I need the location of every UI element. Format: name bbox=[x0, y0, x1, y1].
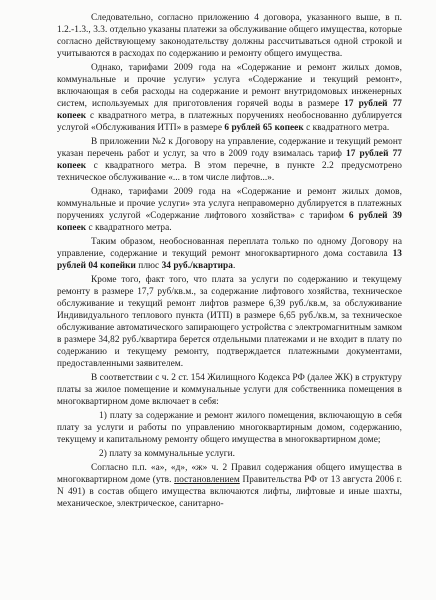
bold-amount: 6 рублей 65 копеек bbox=[224, 123, 304, 133]
bold-amount: 34 руб./квартира bbox=[161, 261, 233, 271]
bold-amount: 17 рублей 77 копеек bbox=[57, 99, 402, 121]
paragraph-text: В соответствии с ч. 2 ст. 154 Жилищного Кодекса РФ (далее ЖК) в структуру платы за жилое помещение и коммунальные услуги для собственника помещения в многоквартирном доме включает в себя: bbox=[57, 373, 402, 407]
paragraph-text: Таким образом, необоснованная переплата только по одному Договору на управление, содержание и текущий ремонт многоквартирного дома составила bbox=[57, 237, 402, 259]
paragraph-text: с квадратного метра, в платежных поручениях необоснованно дублируется услугой «Обслуживания ИТП» в размере bbox=[57, 111, 402, 133]
paragraph-9 bbox=[57, 448, 402, 460]
paragraph-text: . bbox=[232, 261, 236, 271]
paragraph-text: Согласно п.п. «а», «д», «ж» ч. 2 Правил содержания общего имущества в многоквартирном доме (утв. bbox=[57, 463, 402, 485]
paragraph-text: 1) плату за содержание и ремонт жилого помещения, включающую в себя плату за услуги и работы по управлению многоквартирным домом, содержанию, текущему и капитальному ремонту общего имущества в многоквартирном доме; bbox=[57, 411, 402, 445]
bold-amount: 13 рублей 04 копейки bbox=[57, 249, 402, 271]
bold-amount: 17 рублей 77 копеек bbox=[57, 149, 402, 171]
paragraph-5 bbox=[57, 236, 402, 272]
paragraph-7 bbox=[57, 372, 402, 408]
paragraph-8 bbox=[57, 410, 402, 446]
paragraph-text: Правительства РФ от 13 августа 2006 г. N 491) в состав общего имущества включаются лифты, лифтовые и иные шахты, механическое, электрическое, санитарно- bbox=[57, 475, 402, 509]
paragraph-3 bbox=[57, 136, 402, 184]
paragraph-text: 2) плату за коммунальные услуги. bbox=[99, 449, 236, 459]
bold-amount: 6 рублей 39 копеек bbox=[57, 211, 402, 233]
paragraph-text: Однако, тарифами 2009 года на «Содержание и ремонт жилых домов, коммунальные и прочие услуги» эта услуга неправомерно дублируется в платежных поручениях услугой «Содержание лифтового хозяйства» с тарифом bbox=[57, 187, 402, 221]
paragraph-4 bbox=[57, 186, 402, 234]
paragraph-text: с квадратного метра. bbox=[86, 223, 172, 233]
paragraph-text: с квадратного метра. В этом перечне, в пункте 2.2 предусмотрено техническое обслуживание «... в том числе лифтов...». bbox=[57, 161, 402, 183]
paragraph-text: плюс bbox=[135, 261, 162, 271]
paragraph-6 bbox=[57, 274, 402, 370]
paragraph-10 bbox=[57, 462, 402, 510]
paragraph-text: Однако, тарифами 2009 года на «Содержание и ремонт жилых домов, коммунальные и прочие услуги» услуга «Содержание и текущий ремонт», включающая в себя расходы на содержание и ремонт внутридомовых инженерных систем, используемых для приготовления горячей воды в размере bbox=[57, 63, 402, 109]
underlined-link-text: постановлением bbox=[174, 475, 240, 485]
paragraph-text: Кроме того, факт того, что плата за услуги по содержанию и текущему ремонту в размере 17,7 руб/кв.м., за содержание лифтового хозяйства, техническое обслуживание и текущий ремонт лифтов размере 6,39 руб./кв.м, за обслуживание Индивидуального теплового пункта (ИТП) в размере 6,65 руб./кв.м, за техническое обслуживание автоматического запирающего устройства с электромагнитным замком в размере 34,82 руб./квартира берется отдельными платежами и не входит в плату по содержанию и текущему ремонту, подтверждается платежными документами, предоставленными заявителем. bbox=[57, 275, 402, 369]
paragraph-text: с квадратного метра. bbox=[303, 123, 390, 133]
paragraph-2 bbox=[57, 62, 402, 134]
paragraph-1 bbox=[57, 12, 402, 60]
paragraph-text: В приложении №2 к Договору на управление, содержание и текущий ремонт указан перечень работ и услуг, за что в 2009 году взималась тариф bbox=[57, 137, 402, 159]
paragraph-text: Следовательно, согласно приложению 4 договора, указанного выше, в п. 1.2.-1.3., 3.3. отдельно указаны платежи за обслуживание общего имущества, которые согласно действующему законодательству должны рассчитываться одной строкой и учитываются в расходах по содержанию и ремонту общего имущества. bbox=[57, 13, 402, 59]
